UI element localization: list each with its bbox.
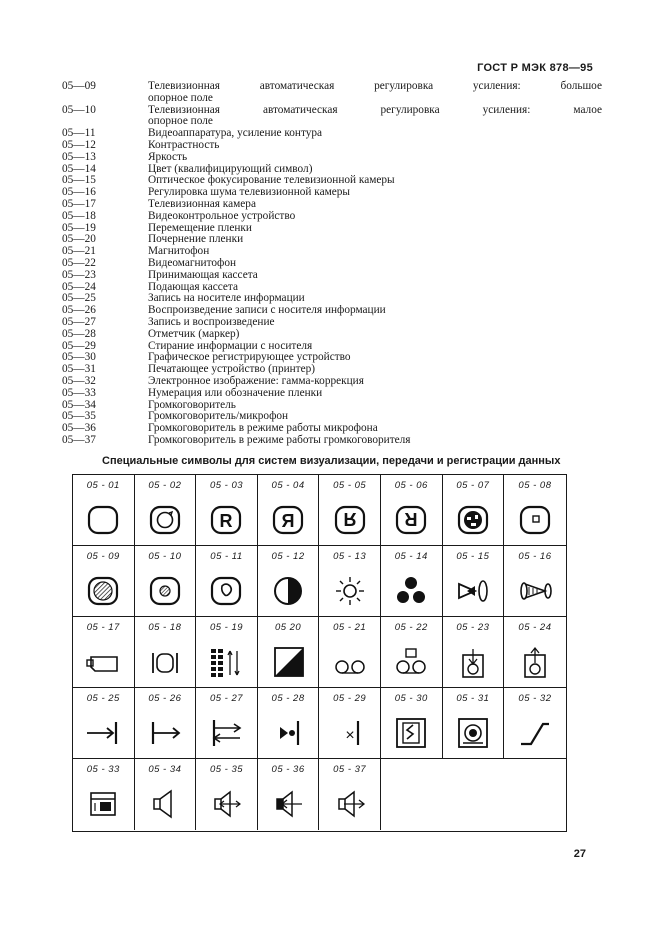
entry-description: Громкоговоритель в режиме работы громкоговорителя <box>148 433 411 446</box>
symbol-cell <box>319 759 381 830</box>
symbol-cell <box>258 546 320 617</box>
entry-code: 05—12 <box>62 138 96 151</box>
video-recorder-icon <box>391 645 431 679</box>
entry-code: 05—11 <box>62 127 96 140</box>
symbol-code: 05 - 23 <box>456 622 490 633</box>
list-item <box>62 435 602 447</box>
brightness-icon <box>330 574 370 608</box>
symbol-code: 05 20 <box>274 622 302 633</box>
symbol-code: 05 - 03 <box>209 480 244 491</box>
entry-code: 05—29 <box>62 339 96 352</box>
symbol-code: 05 - 02 <box>148 480 182 491</box>
list-item <box>62 105 602 117</box>
list-item <box>62 211 602 223</box>
entry-code: 05—21 <box>62 245 96 258</box>
entry-description: Запись на носителе информации <box>148 292 305 305</box>
symbol-cell <box>504 617 566 688</box>
entry-code: 05—31 <box>62 363 96 376</box>
printer-icon <box>453 716 493 750</box>
symbol-code: 05 - 19 <box>209 622 244 633</box>
symbol-code: 05 - 27 <box>209 693 244 704</box>
symbol-code: 05 - 21 <box>333 622 367 633</box>
symbol-cell <box>443 617 505 688</box>
symbol-code: 05 - 15 <box>456 551 490 562</box>
symbol-code: 05 - 09 <box>86 551 120 562</box>
entry-code: 05—34 <box>62 398 96 411</box>
svg-text:R: R <box>281 511 295 531</box>
symbol-cell <box>73 688 135 759</box>
entry-description: Графическое регистрирующее устройство <box>148 351 351 364</box>
tv-camera-icon <box>83 645 123 679</box>
symbol-cell <box>196 475 258 546</box>
entry-description: опорное поле <box>148 91 213 104</box>
screen-large-hatched-icon <box>83 574 123 608</box>
chart-recorder-icon <box>391 716 431 750</box>
list-item <box>62 352 602 364</box>
screen-pattern-icon <box>453 503 493 537</box>
symbol-code: 05 - 25 <box>86 693 120 704</box>
page-number: 27 <box>573 848 586 860</box>
symbol-code: 05 - 01 <box>86 480 120 491</box>
list-item <box>62 187 602 199</box>
symbol-code: 05 - 06 <box>394 480 428 491</box>
film-transport-icon <box>206 645 246 679</box>
erase-icon <box>330 716 370 750</box>
tape-recorder-icon <box>330 645 370 679</box>
entry-code <box>62 93 148 105</box>
symbol-code: 05 - 29 <box>333 693 367 704</box>
video-monitor-icon <box>145 645 185 679</box>
symbol-cell <box>196 546 258 617</box>
symbol-code: 05 - 16 <box>518 551 552 562</box>
loudspeaker-icon <box>145 787 185 821</box>
symbol-code: 05 - 07 <box>456 480 490 491</box>
screen-r-rotated-icon <box>391 503 431 537</box>
symbol-cell <box>504 546 566 617</box>
gamma-correction-icon <box>515 716 555 750</box>
symbol-code: 05 - 31 <box>456 693 490 704</box>
symbol-code: 05 - 24 <box>518 622 552 633</box>
symbol-cell <box>196 688 258 759</box>
symbol-code: 05 - 28 <box>271 693 305 704</box>
symbol-code: 05 - 14 <box>394 551 428 562</box>
symbol-table <box>72 474 567 832</box>
entry-description: Контрастность <box>148 138 220 151</box>
entry-description: Воспроизведение записи с носителя информации <box>148 304 386 317</box>
entry-description: Телевизионная автоматическая регулировка усиления: малое <box>148 103 602 116</box>
symbol-cell <box>73 475 135 546</box>
camera-noise-icon <box>515 574 555 608</box>
symbol-cell <box>443 546 505 617</box>
symbol-cell <box>135 617 197 688</box>
entry-code: 05—33 <box>62 386 96 399</box>
entry-description: Регулировка шума телевизионной камеры <box>148 186 350 199</box>
symbol-cell <box>135 759 197 830</box>
symbol-cell <box>504 475 566 546</box>
screen-contour-icon <box>206 574 246 608</box>
symbol-code: 05 - 22 <box>394 622 428 633</box>
entry-description: Принимающая кассета <box>148 268 258 281</box>
loudspeaker-microphone-icon <box>206 787 246 821</box>
entry-code: 05—14 <box>62 162 96 175</box>
symbol-cell <box>135 475 197 546</box>
entry-code: 05—20 <box>62 233 96 246</box>
entry-code: 05—15 <box>62 174 96 187</box>
symbol-code: 05 - 32 <box>518 693 552 704</box>
entry-code: 05—16 <box>62 186 96 199</box>
entry-code: 05—24 <box>62 280 96 293</box>
entry-code: 05—28 <box>62 327 96 340</box>
list-item <box>62 400 602 412</box>
entry-description: Стирание информации с носителя <box>148 339 313 352</box>
symbol-cell <box>73 759 135 830</box>
entry-code: 05—32 <box>62 374 96 387</box>
empty-cell <box>381 759 443 830</box>
symbol-cell <box>73 617 135 688</box>
entry-description: Телевизионная автоматическая регулировка усиления: большое <box>148 80 602 92</box>
list-item <box>62 388 602 400</box>
list-item <box>62 116 602 128</box>
entry-code: 05—30 <box>62 351 96 364</box>
entry-code: 05—37 <box>62 433 96 446</box>
svg-text:×: × <box>345 727 355 744</box>
symbol-code: 05 - 33 <box>86 764 120 775</box>
entry-description: Запись и воспроизведение <box>148 315 275 328</box>
loudspeaker-speaker-mode-icon <box>330 787 370 821</box>
symbol-code: 05 - 05 <box>333 480 367 491</box>
entry-code: 05—10 <box>62 103 96 116</box>
screen-small-square-icon <box>515 503 555 537</box>
list-item <box>62 317 602 329</box>
entry-code: 05—35 <box>62 410 96 423</box>
list-item <box>62 128 602 140</box>
entry-description: Почернение пленки <box>148 233 244 246</box>
symbol-cell <box>381 688 443 759</box>
symbol-cell <box>381 617 443 688</box>
entry-code: 05—22 <box>62 256 96 269</box>
list-item <box>62 152 602 164</box>
list-item <box>62 199 602 211</box>
entry-description: Телевизионная камера <box>148 197 256 210</box>
entry-description: Яркость <box>148 150 188 163</box>
take-up-cassette-icon <box>453 645 493 679</box>
entry-description: Видеоаппаратура, усиление контура <box>148 127 323 140</box>
symbol-code: 05 - 34 <box>148 764 182 775</box>
entry-description: Громкоговоритель/микрофон <box>148 410 289 423</box>
table-caption: Специальные символы для систем визуализации, передачи и регистрации данных <box>102 455 561 467</box>
entry-code: 05—27 <box>62 315 96 328</box>
playback-icon <box>145 716 185 750</box>
symbol-cell <box>196 759 258 830</box>
supply-cassette-icon <box>515 645 555 679</box>
entry-description: Оптическое фокусирование телевизионной камеры <box>148 174 395 187</box>
list-item <box>62 93 602 105</box>
symbol-cell <box>443 475 505 546</box>
entry-description: Печатающее устройство (принтер) <box>148 363 316 376</box>
symbol-code: 05 - 17 <box>86 622 120 633</box>
symbol-code: 05 - 30 <box>394 693 428 704</box>
color-dots-icon <box>391 574 431 608</box>
symbol-cell <box>381 475 443 546</box>
entry-code: 05—18 <box>62 209 96 222</box>
entry-description: Громкоговоритель в режиме работы микрофона <box>148 422 378 435</box>
entry-description: Перемещение пленки <box>148 221 252 234</box>
symbol-cell <box>258 617 320 688</box>
symbol-code: 05 - 26 <box>148 693 182 704</box>
empty-cell <box>443 759 505 830</box>
record-icon <box>83 716 123 750</box>
entry-description: Отметчик (маркер) <box>148 327 240 340</box>
symbol-cell <box>135 688 197 759</box>
symbol-list <box>62 81 602 447</box>
entry-code: 05—17 <box>62 197 96 210</box>
entry-code: 05—25 <box>62 292 96 305</box>
list-item <box>62 329 602 341</box>
screen-r-inverted-icon <box>330 503 370 537</box>
entry-code: 05—09 <box>62 80 96 92</box>
symbol-code: 05 - 08 <box>518 480 552 491</box>
screen-blank-icon <box>83 503 123 537</box>
entry-code: 05—23 <box>62 268 96 281</box>
symbol-code: 05 - 04 <box>271 480 305 491</box>
list-item <box>62 376 602 388</box>
screen-rotate-icon <box>145 503 185 537</box>
symbol-cell <box>196 617 258 688</box>
symbol-code: 05 - 37 <box>333 764 367 775</box>
symbol-code: 05 - 35 <box>209 764 244 775</box>
film-numbering-icon <box>83 787 123 821</box>
symbol-cell <box>258 688 320 759</box>
entry-description: Видеоконтрольное устройство <box>148 209 296 222</box>
entry-description: опорное поле <box>148 115 213 128</box>
film-density-icon <box>268 645 308 679</box>
entry-description: Цвет (квалифицирующий символ) <box>148 162 313 175</box>
list-item <box>62 258 602 270</box>
entry-description: Нумерация или обозначение пленки <box>148 386 323 399</box>
symbol-cell <box>73 546 135 617</box>
svg-text:R: R <box>343 509 357 529</box>
list-item <box>62 81 602 93</box>
svg-text:R: R <box>404 509 418 529</box>
symbol-cell <box>381 546 443 617</box>
symbol-cell <box>319 546 381 617</box>
entry-code: 05—36 <box>62 422 96 435</box>
entry-description: Магнитофон <box>148 245 210 258</box>
entry-description: Электронное изображение: гамма-коррекция <box>148 374 364 387</box>
record-playback-icon <box>206 716 246 750</box>
symbol-code: 05 - 11 <box>210 551 243 562</box>
symbol-cell <box>319 688 381 759</box>
symbol-cell <box>319 617 381 688</box>
list-item <box>62 223 602 235</box>
symbol-cell <box>319 475 381 546</box>
entry-description: Громкоговоритель <box>148 398 236 411</box>
list-item <box>62 282 602 294</box>
symbol-code: 05 - 10 <box>148 551 182 562</box>
symbol-cell <box>135 546 197 617</box>
symbol-code: 05 - 13 <box>333 551 367 562</box>
camera-focus-icon <box>453 574 493 608</box>
list-item <box>62 270 602 282</box>
screen-small-hatched-icon <box>145 574 185 608</box>
list-item <box>62 140 602 152</box>
svg-text:R: R <box>219 511 233 531</box>
symbol-code: 05 - 18 <box>148 622 182 633</box>
symbol-cell <box>258 759 320 830</box>
list-item <box>62 234 602 246</box>
entry-description: Подающая кассета <box>148 280 239 293</box>
symbol-code: 05 - 36 <box>271 764 305 775</box>
symbol-cell <box>443 688 505 759</box>
symbol-code: 05 - 12 <box>271 551 305 562</box>
symbol-cell <box>258 475 320 546</box>
entry-code: 05—19 <box>62 221 96 234</box>
symbol-cell <box>504 688 566 759</box>
marker-icon <box>268 716 308 750</box>
contrast-icon <box>268 574 308 608</box>
screen-r-icon <box>206 503 246 537</box>
list-item <box>62 305 602 317</box>
entry-description: Видеомагнитофон <box>148 256 237 269</box>
entry-code: 05—13 <box>62 150 96 163</box>
loudspeaker-mic-mode-icon <box>268 787 308 821</box>
list-item <box>62 246 602 258</box>
document-header: ГОСТ Р МЭК 878—95 <box>477 62 593 74</box>
screen-r-mirrored-icon <box>268 503 308 537</box>
entry-code: 05—26 <box>62 304 96 317</box>
empty-cell <box>504 759 566 830</box>
